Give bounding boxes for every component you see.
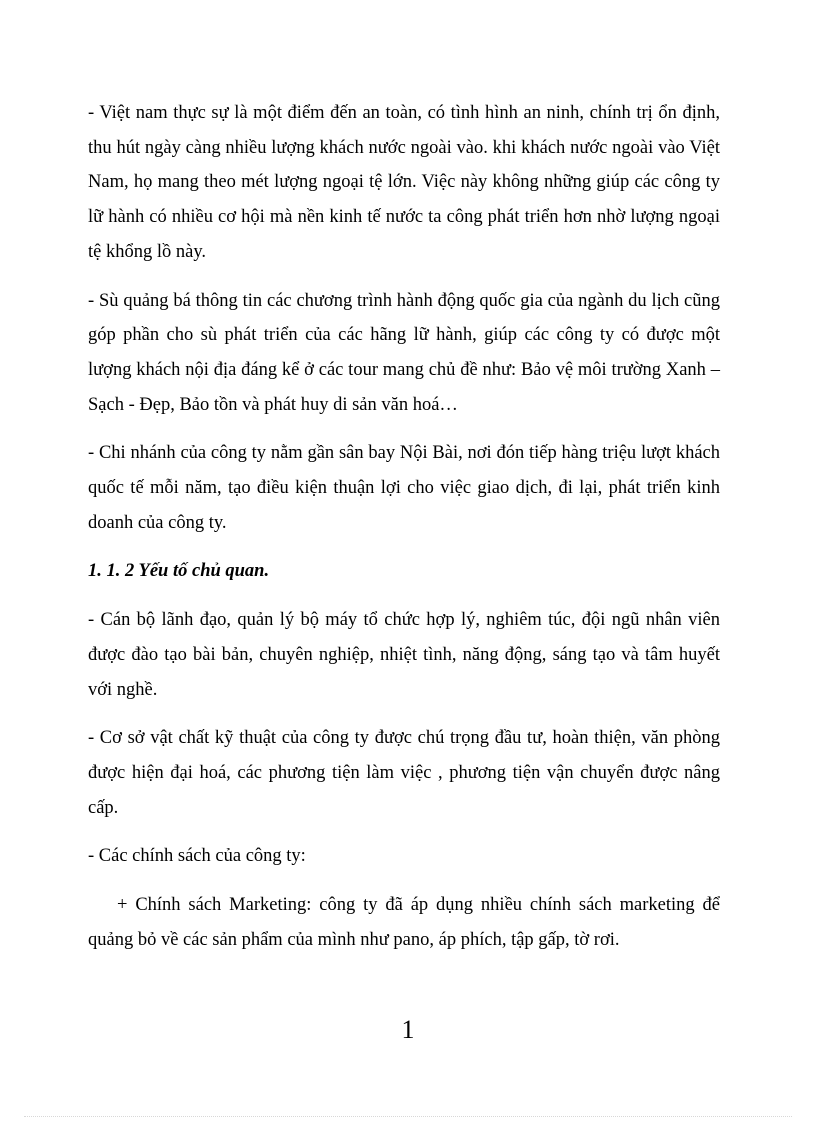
page-bottom-divider [24,1116,792,1117]
paragraph-branch-location: - Chi nhánh của công ty nằm gần sân bay Nội Bài, nơi đón tiếp hàng triệu lượt khách quốc tế mỗi năm, tạo điều kiện thuận lợi cho việc giao dịch, đi lại, phát triển kinh doanh của công ty. [88,443,720,533]
paragraph-company-policies: - Các chính sách của công ty: [88,846,306,867]
paragraph-tourism-promotion: - Sù quảng bá thông tin các chương trình hành động quốc gia của ngành du lịch cũng góp phần cho sù phát triển của các hãng lữ hành, giúp các công ty có được một lượng khách nội địa đáng kể ở các tour mang chủ đề như: Bảo vệ môi trường Xanh – Sạch - Đẹp, Bảo tồn và phát huy di sản văn hoá… [88,290,720,415]
page-content [88,96,720,971]
paragraph-facilities: - Cơ sở vật chất kỹ thuật của công ty được chú trọng đầu tư, hoàn thiện, văn phòng được hiện đại hoá, các phương tiện làm việc , phương tiện vận chuyển được nâng cấp. [88,728,720,818]
page-number: 1 [401,1015,415,1044]
paragraph-management: - Cán bộ lãnh đạo, quản lý bộ máy tổ chức hợp lý, nghiêm túc, đội ngũ nhân viên được đào tạo bài bản, chuyên nghiệp, nhiệt tình, năng động, sáng tạo và tâm huyết với nghề. [88,610,720,700]
paragraph-marketing-policy: + Chính sách Marketing: công ty đã áp dụng nhiều chính sách marketing để quảng bỏ về các sản phẩm của mình như pano, áp phích, tập gấp, tờ rơi. [88,895,720,950]
section-heading: 1. 1. 2 Yếu tố chủ quan. [88,561,270,582]
paragraph-vietnam-safe-destination: - Việt nam thực sự là một điểm đến an toàn, có tình hình an ninh, chính trị ổn định, thu hút ngày càng nhiều lượng khách nước ngoài vào. khi khách nước ngoài vào Việt Nam, họ mang theo mét lượng ngoại tệ lớn. Việc này không những giúp các công ty lữ hành có nhiều cơ hội mà nền kinh tế nước ta công phát triển hơn nhờ lượng ngoại tệ khổng lồ này. [88,103,720,262]
